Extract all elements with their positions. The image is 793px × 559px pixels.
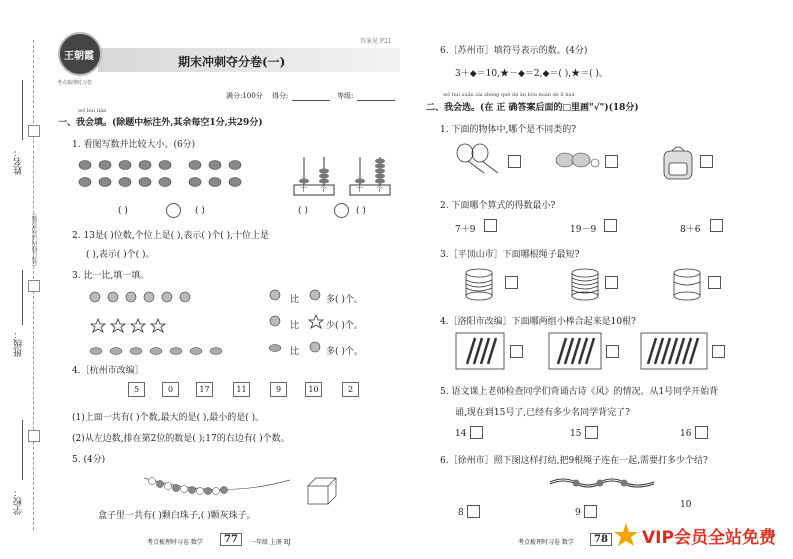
answer-checkbox[interactable] xyxy=(508,155,521,168)
part1-pinyin: wǒ huì tián xyxy=(78,108,107,114)
number-card: 10 xyxy=(305,382,322,397)
answer-checkbox[interactable] xyxy=(467,505,480,518)
number-card: 17 xyxy=(196,382,213,397)
number-card: 2 xyxy=(342,382,359,397)
rope-cylinder-icon xyxy=(570,268,600,302)
q2-6-text: 6.［徐州市］照下图这样打结,把9根绳子连在一起,需要打多少个结? xyxy=(440,456,708,466)
q1-text: 1. 看图写数并比较大小。(6分) xyxy=(72,140,196,150)
answer-checkbox[interactable] xyxy=(484,219,497,232)
bee-icon xyxy=(308,288,322,302)
star-icon xyxy=(308,314,324,330)
abacus-icon xyxy=(348,155,392,197)
q6-text: 6.［苏州市］填符号表示的数。(4分) xyxy=(440,46,588,56)
name-underline xyxy=(22,80,23,140)
q2-2-option: 19－9 xyxy=(570,225,597,235)
school-underline xyxy=(22,420,23,480)
abacus-tens-label: 十 xyxy=(356,185,363,193)
bee-icon xyxy=(268,288,282,302)
q5-text: 5. (4分) xyxy=(72,455,106,465)
q3-text: 3. 比一比,填一填。 xyxy=(72,271,150,281)
q2-4-text: 4.［洛阳市改编］下面哪两组小棒合起来是10根? xyxy=(440,317,636,327)
class-underline xyxy=(22,270,23,325)
logo-subtitle: 考点梳理时习卷 xyxy=(57,80,93,86)
q2-line2: ( ),表示( )个( )。 xyxy=(86,250,155,260)
answer-checkbox[interactable] xyxy=(695,426,708,439)
footer-left-page: 77 xyxy=(220,533,242,546)
answer-checkbox[interactable] xyxy=(604,219,617,232)
answer-checkbox[interactable] xyxy=(505,276,518,289)
q5-answer: 盒子里一共有( )颗白珠子,( )颗灰珠子。 xyxy=(98,511,256,521)
q2-6-option: 10 xyxy=(680,500,692,510)
part2-pinyin: wǒ huì xuǎn zài zhèng què dá àn hòu miàn de lǐ huà xyxy=(443,92,575,98)
class-label: 班级： xyxy=(14,330,24,357)
sticks-group-icon xyxy=(640,332,708,370)
q4-part2: (2)从左边数,排在第2位的数是( );17的右边有( )个数。 xyxy=(72,434,290,444)
leaf-group-icon xyxy=(77,158,177,190)
answer-checkbox[interactable] xyxy=(585,426,598,439)
rope-cylinder-icon xyxy=(464,268,494,302)
abacus-tens-label: 十 xyxy=(300,185,307,193)
sticks-group-icon xyxy=(548,332,602,370)
vip-banner[interactable]: VIP会员全站免费 xyxy=(642,528,776,548)
ping-pong-icon xyxy=(555,150,601,170)
q2-5-line2: 诵,现在到15号了,已经有多少名同学背完了? xyxy=(455,408,631,418)
answer-checkbox[interactable] xyxy=(700,155,713,168)
full-score: 满分:100分 xyxy=(226,92,263,100)
logo-text: 王朝霞 xyxy=(64,51,94,62)
score-label: 得分: xyxy=(272,92,289,100)
q2-line1: 2. 13是( )位数,个位上是( ),表示( )个( ),十位上是 xyxy=(72,231,270,241)
answer-checkbox[interactable] xyxy=(606,345,619,358)
answer-checkbox[interactable] xyxy=(605,276,618,289)
bee-icon xyxy=(268,314,282,328)
abacus-ones-label: 个 xyxy=(376,185,383,193)
name-label: 姓名： xyxy=(14,148,24,175)
footer-left-text: 考点梳理时习卷 数学 xyxy=(147,539,203,546)
q4-text: 4.［杭州市改编］ xyxy=(72,366,144,376)
knotted-rope-icon xyxy=(548,472,658,492)
bee-group-icon xyxy=(88,290,204,304)
footer-right-page: 78 xyxy=(590,533,612,546)
number-card: 9 xyxy=(270,382,287,397)
part1-heading: 一、我会填。(除题中标注外,其余每空1分,共29分) xyxy=(58,118,263,128)
abacus-icon xyxy=(292,155,336,197)
q4-part1: (1)上面一共有( )个数,最大的是( ),最小的是( )。 xyxy=(72,413,265,423)
fish-icon xyxy=(268,342,282,354)
part2-heading: 二、我会选。(在 正 确答案后面的□里画"√")(18分) xyxy=(426,103,639,113)
margin-tab xyxy=(28,430,40,442)
abacus-ones-label: 个 xyxy=(320,185,327,193)
rope-cylinder-icon xyxy=(672,268,702,302)
answer-checkbox[interactable] xyxy=(710,219,723,232)
q2-2-text: 2. 下面哪个算式的得数最小? xyxy=(440,201,556,211)
q2-5-option: 14 xyxy=(455,429,467,439)
racket-icon xyxy=(454,143,504,175)
answer-checkbox[interactable] xyxy=(510,345,523,358)
footer-right-text: 考点梳理时习卷 数学 xyxy=(518,539,574,546)
cut-hint: （装订线内请勿答题） xyxy=(32,210,39,270)
cmp3-than: 比 xyxy=(290,347,300,357)
q2-6-option: 8 xyxy=(458,508,464,518)
score-underline xyxy=(292,100,330,101)
sticks-group-icon xyxy=(455,332,505,370)
cmp2-than: 比 xyxy=(290,321,300,331)
q2-3-text: 3.［平顶山市］下面哪根绳子最短? xyxy=(440,250,580,260)
number-card: 11 xyxy=(233,382,250,397)
answer-page: 答案见 P21 xyxy=(360,38,392,45)
q2-2-option: 7＋9 xyxy=(455,225,476,235)
answer-checkbox[interactable] xyxy=(605,155,618,168)
answer-checkbox[interactable] xyxy=(584,505,597,518)
leaf-group-icon xyxy=(187,158,247,190)
q2-6-option: 9 xyxy=(575,508,581,518)
cmp2-result[interactable]: 少( )个。 xyxy=(326,321,363,331)
q2-5-option: 15 xyxy=(570,429,582,439)
grade-underline xyxy=(357,100,395,101)
answer-checkbox[interactable] xyxy=(708,276,721,289)
fish-group-icon xyxy=(88,345,232,357)
q1-blank[interactable]: ( ) xyxy=(118,206,128,216)
number-card: 5 xyxy=(128,382,145,397)
margin-tab xyxy=(28,125,40,137)
q1-blank[interactable]: ( ) xyxy=(298,206,308,216)
q2-2-option: 8＋6 xyxy=(680,225,701,235)
vip-star-icon xyxy=(613,522,639,548)
cmp1-than: 比 xyxy=(290,295,300,305)
compare-circle[interactable] xyxy=(334,203,349,218)
bead-string-icon xyxy=(140,470,360,510)
footer-left-grade: 一年级 上册 RJ xyxy=(250,539,291,546)
compare-circle[interactable] xyxy=(166,203,181,218)
q1-blank[interactable]: ( ) xyxy=(356,206,366,216)
cmp1-result[interactable]: 多( )个。 xyxy=(326,295,363,305)
margin-tab xyxy=(28,280,40,292)
q1-blank[interactable]: ( ) xyxy=(195,206,205,216)
answer-checkbox[interactable] xyxy=(470,426,483,439)
grade-label: 等级: xyxy=(337,92,354,100)
star-group-icon xyxy=(90,318,170,334)
q6-expression: 3＋◆＝10,★－◆＝2,◆＝( ),★＝( )。 xyxy=(455,69,609,79)
bee-icon xyxy=(308,340,322,354)
q2-1-text: 1. 下面的物体中,哪个是不同类的? xyxy=(440,125,577,135)
left-margin xyxy=(0,0,40,559)
logo xyxy=(58,32,102,76)
cmp3-result[interactable]: 多( )个。 xyxy=(326,347,363,357)
answer-checkbox[interactable] xyxy=(712,345,725,358)
school-label: 学校： xyxy=(14,488,24,515)
q2-5-line1: 5. 语文课上老师检查同学们背诵古诗《风》的情况。从1号同学开始背 xyxy=(440,387,719,397)
number-card: 0 xyxy=(162,382,179,397)
q2-5-option: 16 xyxy=(680,429,692,439)
page-title: 期末冲刺夺分卷(一) xyxy=(178,55,286,69)
backpack-icon xyxy=(660,143,696,181)
